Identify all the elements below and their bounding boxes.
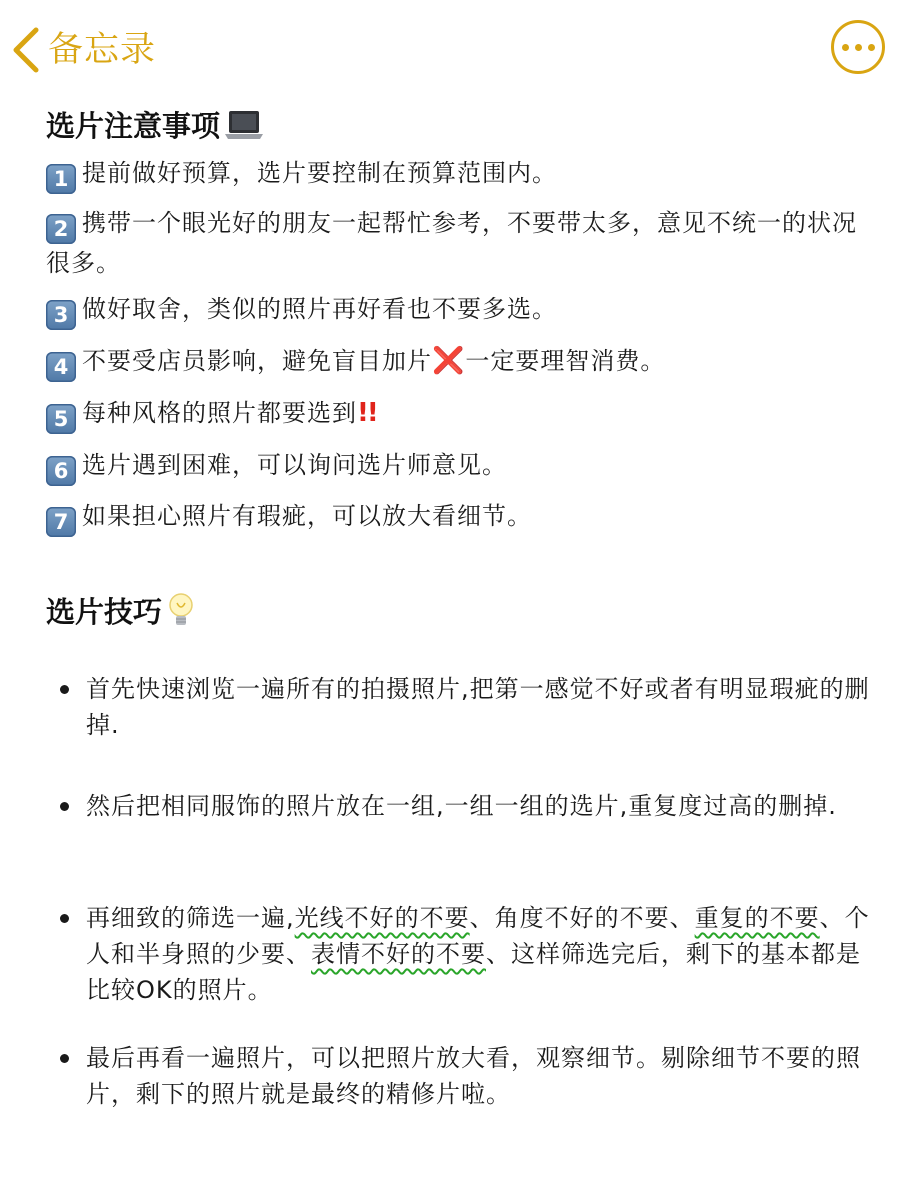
back-label: 备忘录 bbox=[48, 30, 157, 70]
highlighted-text: 表情不好的不要 bbox=[311, 940, 486, 968]
bullet-dot bbox=[60, 1054, 69, 1063]
ellipsis-dot bbox=[868, 44, 875, 51]
bullet-text: 、个人和半身照的少要、 bbox=[86, 904, 870, 968]
bullet-item bbox=[58, 1040, 878, 1112]
keycap-7-icon: 7 bbox=[46, 507, 76, 537]
bullet-text: 、这样筛选完后，剩下的基本都是比较OK的照片。 bbox=[86, 940, 861, 1004]
double-exclamation-icon: !! bbox=[357, 398, 377, 428]
ellipsis-icon bbox=[842, 44, 849, 51]
chevron-left-icon bbox=[6, 22, 46, 78]
section-title-precautions bbox=[46, 104, 264, 145]
list-item-text: 不要受店员影响，避免盲目加片 bbox=[82, 347, 432, 375]
keycap-3-icon: 3 bbox=[46, 300, 76, 330]
list-item bbox=[46, 290, 876, 330]
bullet-text: 、角度不好的不要、 bbox=[469, 904, 695, 932]
laptop-icon bbox=[224, 108, 264, 142]
back-button[interactable] bbox=[6, 22, 156, 78]
ellipsis-dot bbox=[855, 44, 862, 51]
list-item bbox=[46, 497, 876, 537]
keycap-1-icon: 1 bbox=[46, 164, 76, 194]
bullet-dot bbox=[60, 685, 69, 694]
light-bulb-icon bbox=[166, 591, 196, 631]
highlighted-text: 重复的不要 bbox=[694, 904, 820, 932]
list-item bbox=[46, 446, 876, 486]
list-item-text: 每种风格的照片都要选到 bbox=[82, 399, 357, 427]
list-item bbox=[46, 154, 876, 194]
bullet-item bbox=[58, 671, 878, 743]
nav-bar bbox=[0, 0, 900, 100]
keycap-6-icon: 6 bbox=[46, 456, 76, 486]
keycap-4-icon: 4 bbox=[46, 352, 76, 382]
list-item-text: 选片遇到困难，可以询问选片师意见。 bbox=[82, 451, 507, 479]
cross-mark-icon: ❌ bbox=[432, 346, 466, 376]
bullet-item bbox=[58, 788, 878, 824]
bullet-dot bbox=[60, 914, 69, 923]
bullet-text: 首先快速浏览一遍所有的拍摄照片,把第一感觉不好或者有明显瑕疵的删掉. bbox=[86, 675, 870, 739]
section-title-text: 选片注意事项 bbox=[46, 109, 221, 143]
section-title-text: 选片技巧 bbox=[46, 595, 163, 629]
list-item bbox=[46, 342, 876, 382]
section-title-tips bbox=[46, 590, 196, 631]
list-item bbox=[46, 394, 876, 434]
bullet-text: 再细致的筛选一遍, bbox=[86, 904, 295, 932]
keycap-2-icon: 2 bbox=[46, 214, 76, 244]
more-options-button[interactable] bbox=[831, 20, 885, 74]
list-item-text: 如果担心照片有瑕疵，可以放大看细节。 bbox=[82, 502, 532, 530]
bullet-dot bbox=[60, 802, 69, 811]
list-item-text: 一定要理智消费。 bbox=[465, 347, 666, 375]
bullet-item bbox=[58, 900, 878, 1008]
list-item-text: 携带一个眼光好的朋友一起帮忙参考，不要带太多，意见不统一的状况很多。 bbox=[46, 209, 857, 277]
list-item-text: 提前做好预算，选片要控制在预算范围内。 bbox=[82, 159, 557, 187]
list-item bbox=[46, 204, 876, 282]
keycap-5-icon: 5 bbox=[46, 404, 76, 434]
list-item-text: 做好取舍，类似的照片再好看也不要多选。 bbox=[82, 295, 557, 323]
bullet-text: 然后把相同服饰的照片放在一组,一组一组的选片,重复度过高的删掉. bbox=[86, 792, 837, 820]
bullet-text: 最后再看一遍照片，可以把照片放大看，观察细节。剔除细节不要的照片，剩下的照片就是最终的精修片啦。 bbox=[86, 1044, 861, 1108]
highlighted-text: 光线不好的不要 bbox=[294, 904, 470, 932]
